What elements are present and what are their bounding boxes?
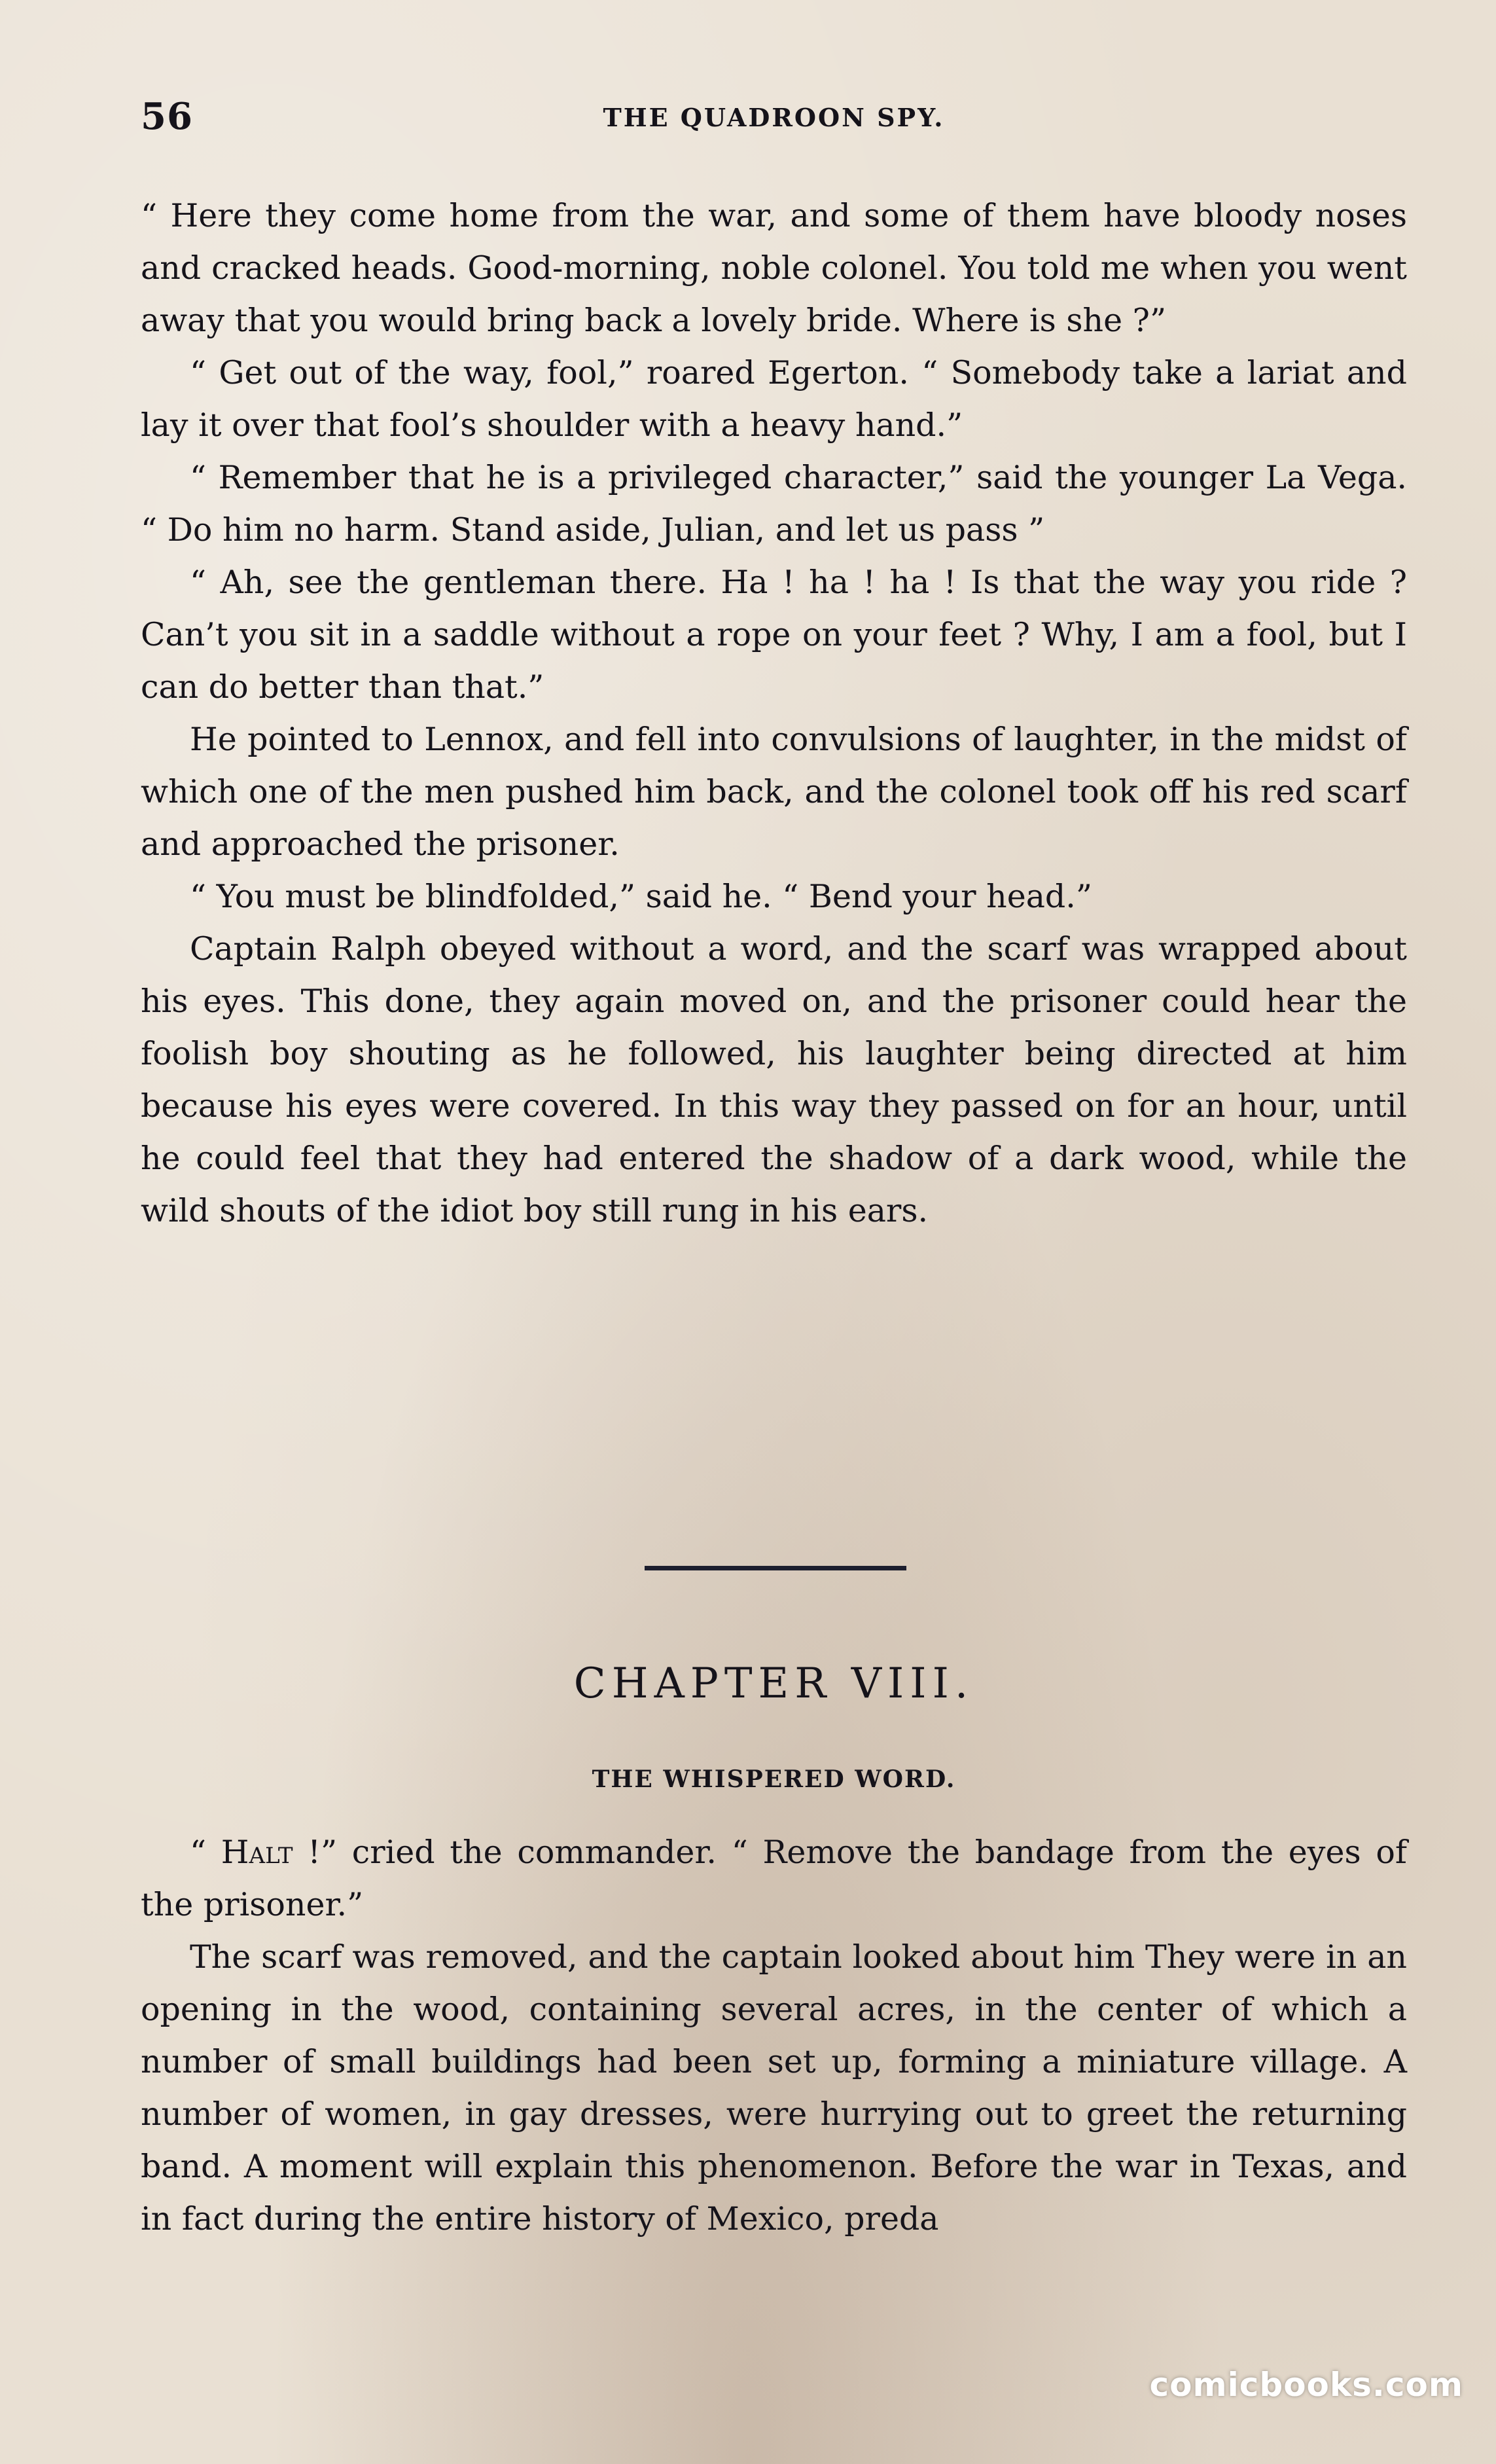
running-title: THE QUADROON SPY. [603, 103, 945, 132]
paragraph: “ Remember that he is a privileged character,” said the younger La Vega. “ Do him no harm. Stand aside, Julian, and let us pass ” [141, 459, 1407, 549]
watermark-logo: comicbooks.com [1149, 2366, 1463, 2404]
paragraph [141, 1826, 1407, 1931]
page-header [141, 95, 1407, 154]
body-text-before-chapter [141, 190, 1407, 1237]
body-text-after-chapter [141, 1826, 1407, 2245]
chapter-title: CHAPTER VIII. [573, 1659, 974, 1708]
paragraph: “ Here they come home from the war, and some of them have bloody noses and cracked heads. Good-morning, noble colonel. You told me when you went away that you would bring back a lovely bride. Where is she ?” [141, 197, 1407, 339]
paragraph-lead: “ Halt !” [190, 1834, 338, 1871]
paragraph-text: cried the commander. “ Remove the bandage from the eyes of the prisoner.” [141, 1834, 1407, 1923]
paragraph: “ Get out of the way, fool,” roared Egerton. “ Somebody take a lariat and lay it over that fool’s shoulder with a heavy hand.” [141, 354, 1407, 444]
chapter-subtitle: THE WHISPERED WORD. [592, 1766, 956, 1793]
page-number: 56 [141, 95, 193, 138]
section-divider [645, 1566, 906, 1570]
paragraph: Captain Ralph obeyed without a word, and the scarf was wrapped about his eyes. This done, they again moved on, and the prisoner could hear the foolish boy shouting as he followed, his laughter being directed at him because his eyes were covered. In this way they passed on for an hour, until he could feel that they had entered the shadow of a dark wood, while the wild shouts of the idiot boy still rung in his ears. [141, 930, 1407, 1229]
paragraph: He pointed to Lennox, and fell into convulsions of laughter, in the midst of which one of the men pushed him back, and the colonel took off his red scarf and approached the prisoner. [141, 721, 1407, 863]
paragraph: “ You must be blindfolded,” said he. “ Bend your head.” [190, 878, 1092, 915]
paragraph: The scarf was removed, and the captain looked about him They were in an opening in the wood, containing several acres, in the center of which a number of small buildings had been set up, forming a miniature village. A number of women, in gay dresses, were hurrying out to greet the returning band. A moment will explain this phenomenon. Before the war in Texas, and in fact during the entire history of Mexico, preda [141, 1938, 1407, 2238]
paragraph: “ Ah, see the gentleman there. Ha ! ha ! ha ! Is that the way you ride ? Can’t you sit in a saddle without a rope on your feet ? Why, I am a fool, but I can do better than that.” [141, 564, 1407, 706]
